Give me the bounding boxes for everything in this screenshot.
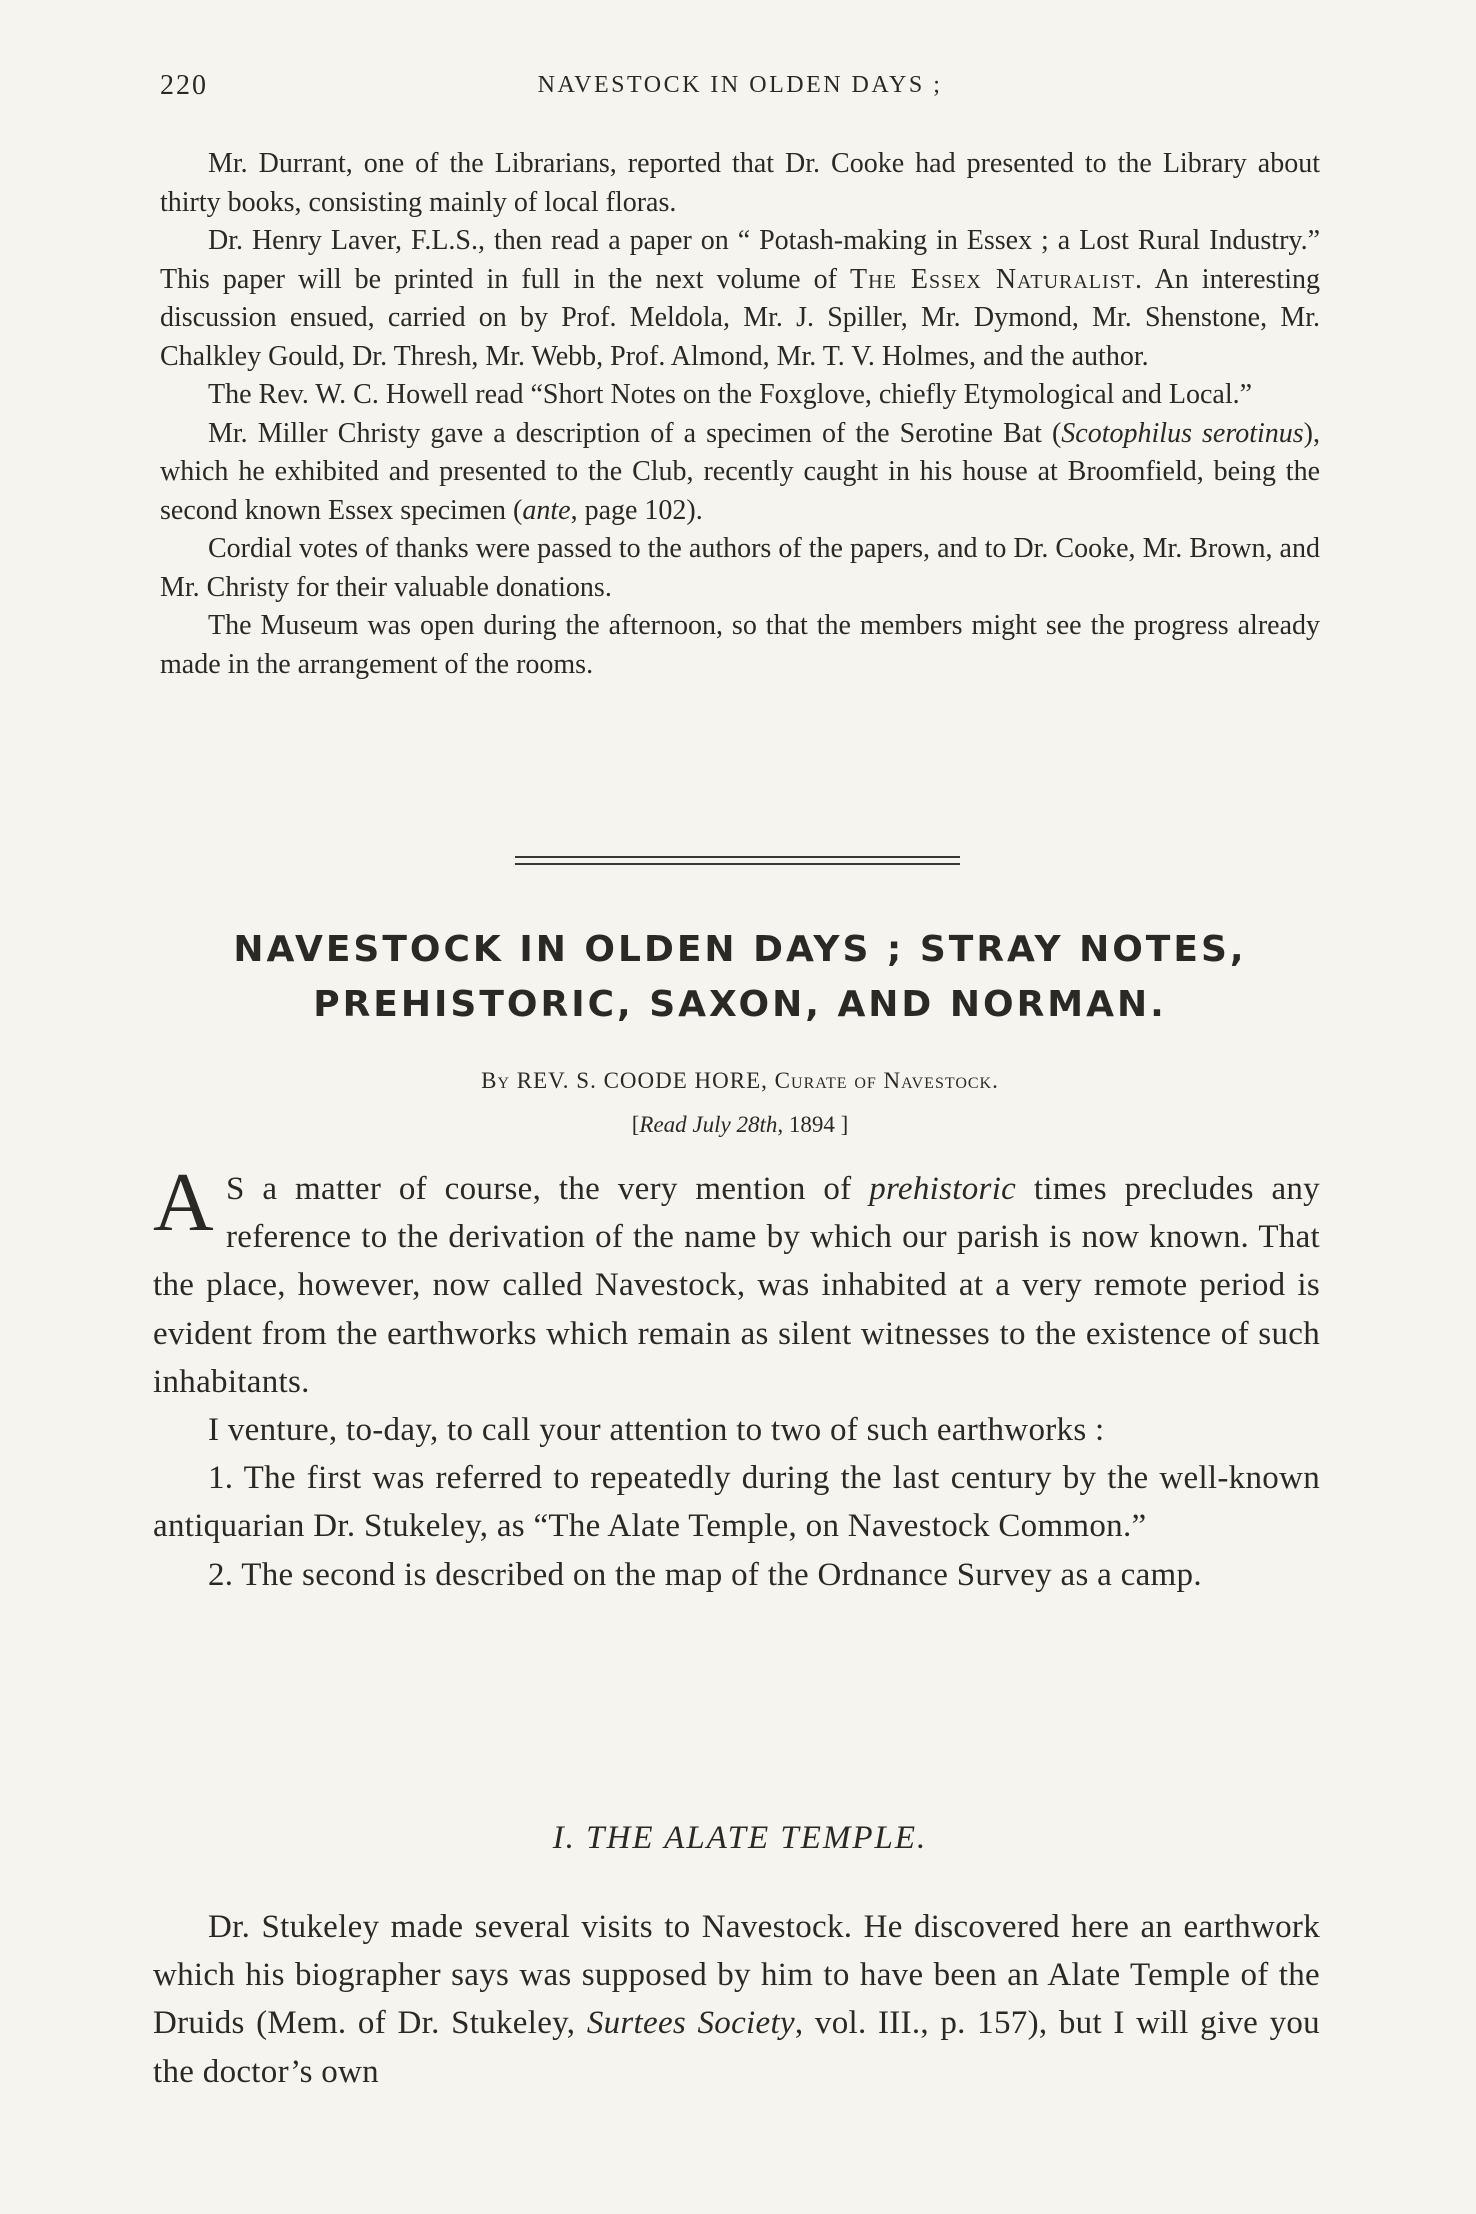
- species-name: Scotophilus serotinus: [1061, 417, 1304, 449]
- text-run: , page 102).: [570, 494, 703, 526]
- ante-ref: ante: [522, 494, 571, 526]
- paragraph: [160, 415, 1320, 531]
- article-title: [140, 922, 1340, 1032]
- paragraph: Cordial votes of thanks were passed to the authors of the papers, and to Dr. Cooke, Mr. Brown, and Mr. Christy for their valuable donations.: [160, 533, 1320, 603]
- journal-name: The Essex Naturalist.: [850, 263, 1144, 295]
- title-line: PREHISTORIC, SAXON, AND NORMAN.: [313, 984, 1167, 1025]
- page-number: 220: [160, 70, 208, 101]
- title-line: NAVESTOCK IN OLDEN DAYS ; STRAY NOTES,: [233, 929, 1247, 970]
- paragraph: The Museum was open during the afternoon, so that the members might see the progress already made in the arrangement of the rooms.: [160, 610, 1320, 680]
- paragraph: Mr. Durrant, one of the Librarians, reported that Dr. Cooke had presented to the Library about thirty books, consisting mainly of local floras.: [160, 148, 1320, 218]
- bracket: [: [631, 1112, 640, 1137]
- running-head: [160, 70, 1320, 110]
- text-run: S a matter of course, the very mention of: [225, 1171, 870, 1207]
- double-rule-divider: [515, 856, 960, 865]
- paragraph: I venture, to-day, to call your attention to two of such earthworks :: [208, 1412, 1105, 1449]
- section-body: [153, 1903, 1320, 2096]
- text-run: Dr. Henry Laver, F.L.S., then read a paper on “ Potash-making in Essex ; a Lost Rural Industry.” This paper will be printed in full in the next volume of: [160, 225, 1320, 295]
- read-label: Read July 28th,: [639, 1112, 784, 1137]
- paragraph: [153, 1903, 1320, 2096]
- section-heading: I. THE ALATE TEMPLE.: [552, 1820, 928, 1856]
- paragraph: [153, 1156, 1320, 1406]
- author-name: REV. S. COODE HORE,: [516, 1068, 768, 1093]
- read-date: [160, 1112, 1320, 1138]
- text-run: times precludes any reference to the derivation of the name by which our parish is now known. That the place, however, now called Navestock, was inhabited at a very remote period is evident from the earthworks which remain as silent witnesses to the existence of such inhabitants.: [153, 1171, 1320, 1400]
- paragraph: 1. The first was referred to repeatedly during the last century by the well-known antiquarian Dr. Stukeley, as “The Alate Temple, on Navestock Common.”: [153, 1460, 1320, 1545]
- text-run: Dr. Stukeley made several visits to Navestock. He discovered here an earthwork which his biographer says was supposed by him to have been an Alate Temple of the Druids (Mem. of Dr. Stukeley,: [153, 1909, 1320, 2042]
- byline-by: By: [481, 1068, 511, 1093]
- meeting-report: [160, 145, 1320, 684]
- drop-cap: A: [153, 1156, 214, 1249]
- running-title: NAVESTOCK IN OLDEN DAYS ;: [537, 72, 943, 98]
- paragraph: 2. The second is described on the map of the Ordnance Survey as a camp.: [208, 1556, 1202, 1593]
- byline: [160, 1068, 1320, 1094]
- emphasis: Surtees Society: [586, 2005, 795, 2042]
- text-run: An interesting discussion ensued, carried on by Prof. Meldola, Mr. J. Spiller, Mr. Dymond, Mr. Shenstone, Mr. Chalkley Gould, Dr. Thresh, Mr. Webb, Prof. Almond, Mr. T. V. Holmes, and the author.: [160, 263, 1320, 372]
- paragraph: The Rev. W. C. Howell read “Short Notes on the Foxglove, chiefly Etymological and Local.”: [208, 379, 1253, 410]
- text-run: ), which he exhibited and presented to the Club, recently caught in his house at Broomfield, being the second known Essex specimen (: [160, 417, 1320, 526]
- article-body: [153, 1156, 1320, 1599]
- text-run: Mr. Miller Christy gave a description of a specimen of the Serotine Bat (: [208, 417, 1062, 449]
- text-run: , vol. III., p. 157), but I will give you the doctor’s own: [153, 2005, 1320, 2090]
- emphasis: prehistoric: [869, 1171, 1017, 1207]
- author-role: Curate of Navestock.: [774, 1068, 999, 1093]
- read-year: 1894 ]: [788, 1112, 849, 1137]
- paragraph: [160, 222, 1320, 376]
